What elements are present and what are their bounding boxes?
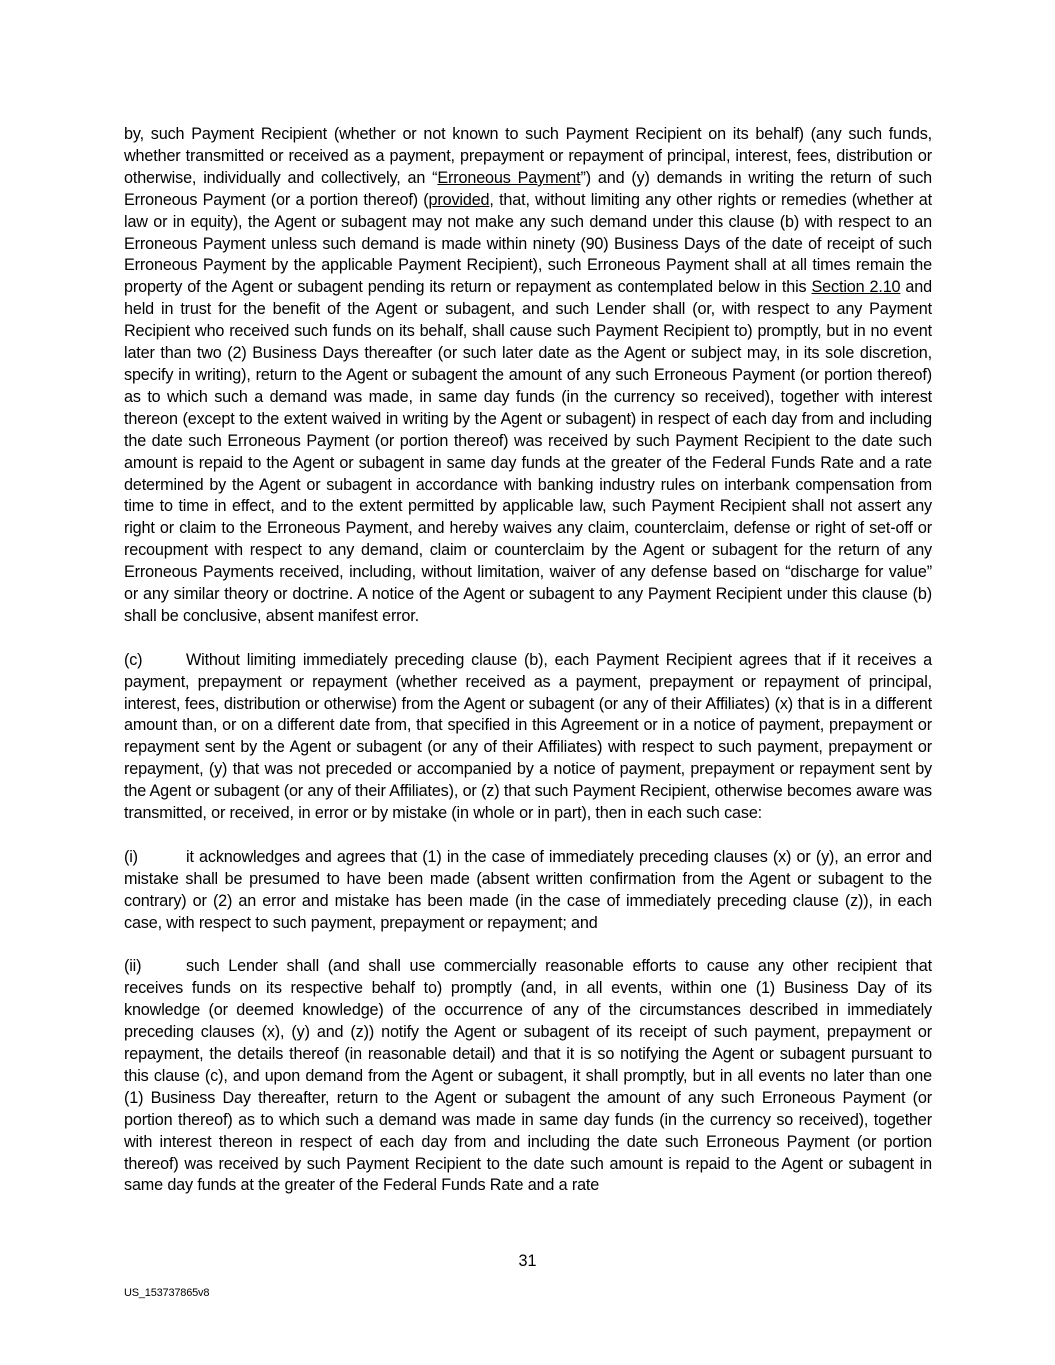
defined-term-erroneous-payment: Erroneous Payment [437, 168, 581, 187]
paragraph-text: , that, without limiting any other rights or remedies (whether at law or in equity), the Agent or subagent may not make any such demand under this clause (b) with respect to an Erroneous Payment unless such demand is made within ninety (90) Business Days of the date of receipt of such Erroneous Payment by the applicable Payment Recipient), such Erroneous Payment shall at all times remain the property of the Agent or subagent pending its return or repayment as contemplated below in this [124, 190, 932, 297]
proviso-term: provided [428, 190, 490, 209]
paragraph-text: and held in trust for the benefit of the Agent or subagent, and such Lender shall (or, with respect to any Payment Recipient who received such funds on its behalf, shall cause such Payment Recipient to) promptly, but in no event later than two (2) Business Days thereafter (or such later date as the Agent or subject may, in its sole discretion, specify in writing), return to the Agent or subagent the amount of any such Erroneous Payment (or portion thereof) as to which such a demand was made, in same day funds (in the currency so received), together with interest thereon (except to the extent waived in writing by the Agent or subagent) in respect of each day from and including the date such Erroneous Payment (or portion thereof) was received by such Payment Recipient to the date such amount is repaid to the Agent or subagent in same day funds at the greater of the Federal Funds Rate and a rate determined by the Agent or subagent in accordance with banking industry rules on interbank compensation from time to time in effect, and to the extent permitted by applicable law, such Payment Recipient shall not assert any right or claim to the Erroneous Payment, and hereby waives any claim, counterclaim, defense or right of set-off or recoupment with respect to any demand, claim or counterclaim by the Agent or subagent for the return of any Erroneous Payments received, including, without limitation, waiver of any defense based on “discharge for value” or any similar theory or doctrine. A notice of the Agent or subagent to any Payment Recipient under this clause (b) shall be conclusive, absent manifest error. [124, 278, 932, 625]
clause-label: (i) [124, 847, 138, 866]
paragraph-clause-i [124, 847, 932, 935]
body-text [124, 124, 932, 1197]
section-reference: Section 2.10 [811, 278, 901, 297]
paragraph-text: ”) and (y) demands in writing the return of such Erroneous Payment (or a portion thereof) ( [124, 168, 933, 209]
paragraph-text: by, such Payment Recipient (whether or not known to such Payment Recipient on its behalf) (any such funds, whether transmitted or received as a payment, prepayment or repayment of principal, interest, fees, distribution or otherwise, individually and collectively, an “ [124, 125, 932, 187]
clause-label: (ii) [124, 957, 142, 976]
paragraph-text: Without limiting immediately preceding clause (b), each Payment Recipient agrees that if it receives a payment, prepayment or repayment (whether received as a payment, prepayment or repayment of principal, interest, fees, distribution or otherwise) from the Agent or subagent (or any of their Affiliates) (x) that is in a different amount than, or on a different date from, that specified in this Agreement or in a notice of payment, prepayment or repayment sent by the Agent or subagent (or any of their Affiliates) with respect to such payment, prepayment or repayment, (y) that was not preceded or accompanied by a notice of payment, prepayment or repayment sent by the Agent or subagent (or any of their Affiliates), or (z) that such Payment Recipient, otherwise becomes aware was transmitted, or received, in error or by mistake (in whole or in part), then in each such case: [124, 650, 932, 823]
paragraph-clause-ii [124, 956, 932, 1197]
paragraph-clause-c [124, 650, 932, 825]
document-id: US_153737865v8 [124, 1287, 210, 1299]
paragraph-text: it acknowledges and agrees that (1) in the case of immediately preceding clauses (x) or (y), an error and mistake shall be presumed to have been made (absent written confirmation from the Agent or subagent to the contrary) or (2) an error and mistake has been made (in the case of immediately preceding clause (z)), in each case, with respect to such payment, prepayment or repayment; and [124, 847, 932, 932]
page-number: 31 [518, 1252, 537, 1270]
paragraph-text: such Lender shall (and shall use commercially reasonable efforts to cause any other recipient that receives funds on its respective behalf to) promptly (and, in all events, within one (1) Business Day of its knowledge (or deemed knowledge) of the occurrence of any of the circumstances described in immediately preceding clauses (x), (y) and (z)) notify the Agent or subagent of its receipt of such payment, prepayment or repayment, the details thereof (in reasonable detail) and that it is so notifying the Agent or subagent pursuant to this clause (c), and upon demand from the Agent or subagent, it shall promptly, but in all events no later than one (1) Business Day thereafter, return to the Agent or subagent the amount of any such Erroneous Payment (or portion thereof) as to which such a demand was made in same day funds (in the currency so received), together with interest thereon in respect of each day from and including the date such Erroneous Payment (or portion thereof) was received by such Payment Recipient to the date such amount is repaid to the Agent or subagent in same day funds at the greater of the Federal Funds Rate and a rate [124, 957, 932, 1195]
clause-label: (c) [124, 650, 143, 669]
paragraph-erroneous-payment-definition [124, 124, 932, 628]
